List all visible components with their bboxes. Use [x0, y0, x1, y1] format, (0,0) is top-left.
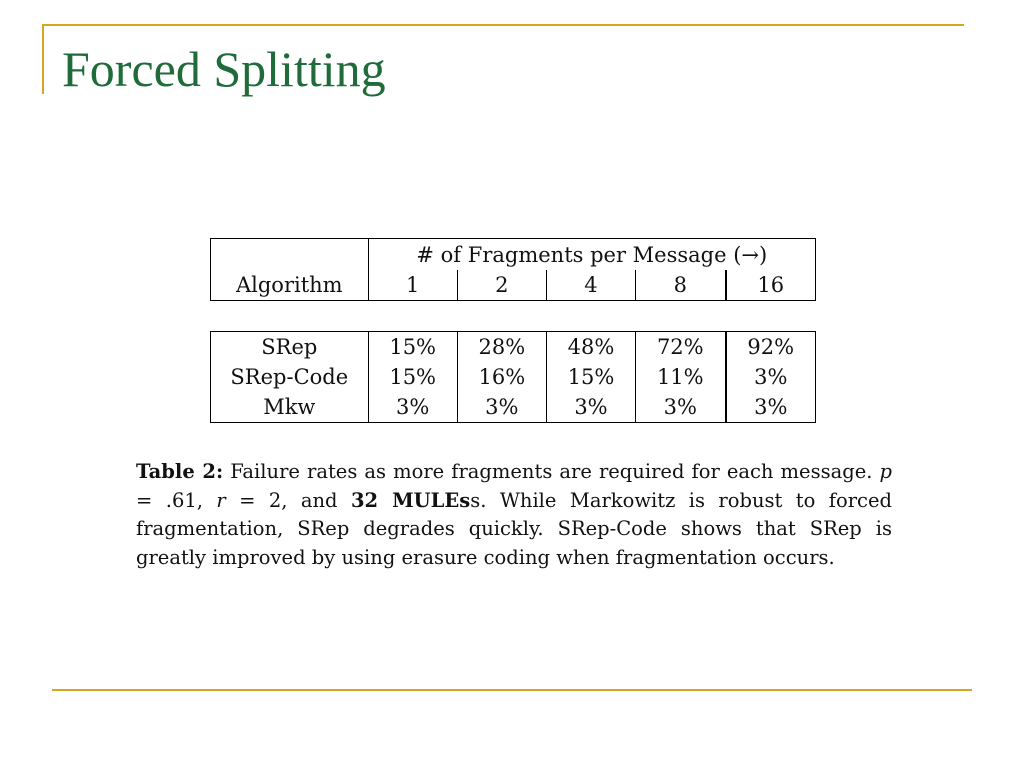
- table-separator-row: [211, 301, 816, 332]
- failure-rate-cell: 15%: [368, 332, 457, 363]
- caption-text: = 2, and: [225, 488, 351, 512]
- failure-rate-cell: 72%: [636, 332, 726, 363]
- table-row: [211, 362, 816, 392]
- slide-title: Forced Splitting: [62, 41, 386, 97]
- table-group-header-row: [211, 239, 816, 271]
- table-header-row: [211, 270, 816, 301]
- caption-variable-p: p: [879, 460, 892, 483]
- caption-mules-count: 32 MULEs: [350, 488, 471, 512]
- failure-rate-cell: 92%: [726, 332, 816, 363]
- caption-text: Failure rates as more fragments are required for each message.: [223, 460, 880, 483]
- failure-rate-cell: 16%: [457, 362, 546, 392]
- table-row: [211, 392, 816, 423]
- fragment-count-header: 4: [546, 270, 635, 301]
- failure-rate-cell: 3%: [726, 392, 816, 423]
- top-accent-line: [44, 24, 964, 26]
- failure-rate-cell: 11%: [636, 362, 726, 392]
- bottom-accent-line: [52, 689, 972, 691]
- caption-text: s. While Markowitz is robust to forced fragmentation, SRep degrades quickly. SRep-Code shows that SRep is greatly improved by using erasure coding when fragmentation occurs.: [136, 488, 892, 569]
- fragment-count-header: 8: [636, 270, 726, 301]
- failure-rate-cell: 48%: [546, 332, 635, 363]
- fragment-count-header: 1: [368, 270, 457, 301]
- failure-rate-cell: 3%: [546, 392, 635, 423]
- table-caption: [136, 458, 892, 572]
- caption-label: Table 2:: [136, 460, 224, 483]
- algorithm-name-cell: Mkw: [211, 392, 369, 423]
- failure-rate-cell: 15%: [546, 362, 635, 392]
- failure-rate-cell: 3%: [457, 392, 546, 423]
- fragments-group-header: # of Fragments per Message (→): [368, 239, 815, 271]
- failure-rate-table: [210, 238, 816, 423]
- caption-text: = .61,: [136, 488, 217, 512]
- table-row: [211, 332, 816, 363]
- table-corner-cell: [211, 239, 369, 271]
- failure-rate-cell: 3%: [726, 362, 816, 392]
- algorithm-column-header: Algorithm: [211, 270, 369, 301]
- fragment-count-header: 16: [726, 270, 816, 301]
- fragment-count-header: 2: [457, 270, 546, 301]
- algorithm-name-cell: SRep-Code: [211, 362, 369, 392]
- results-table-container: [210, 238, 816, 423]
- failure-rate-cell: 3%: [636, 392, 726, 423]
- caption-variable-r: r: [216, 488, 226, 512]
- algorithm-name-cell: SRep: [211, 332, 369, 363]
- failure-rate-cell: 3%: [368, 392, 457, 423]
- failure-rate-cell: 28%: [457, 332, 546, 363]
- left-accent-line: [42, 24, 44, 94]
- failure-rate-cell: 15%: [368, 362, 457, 392]
